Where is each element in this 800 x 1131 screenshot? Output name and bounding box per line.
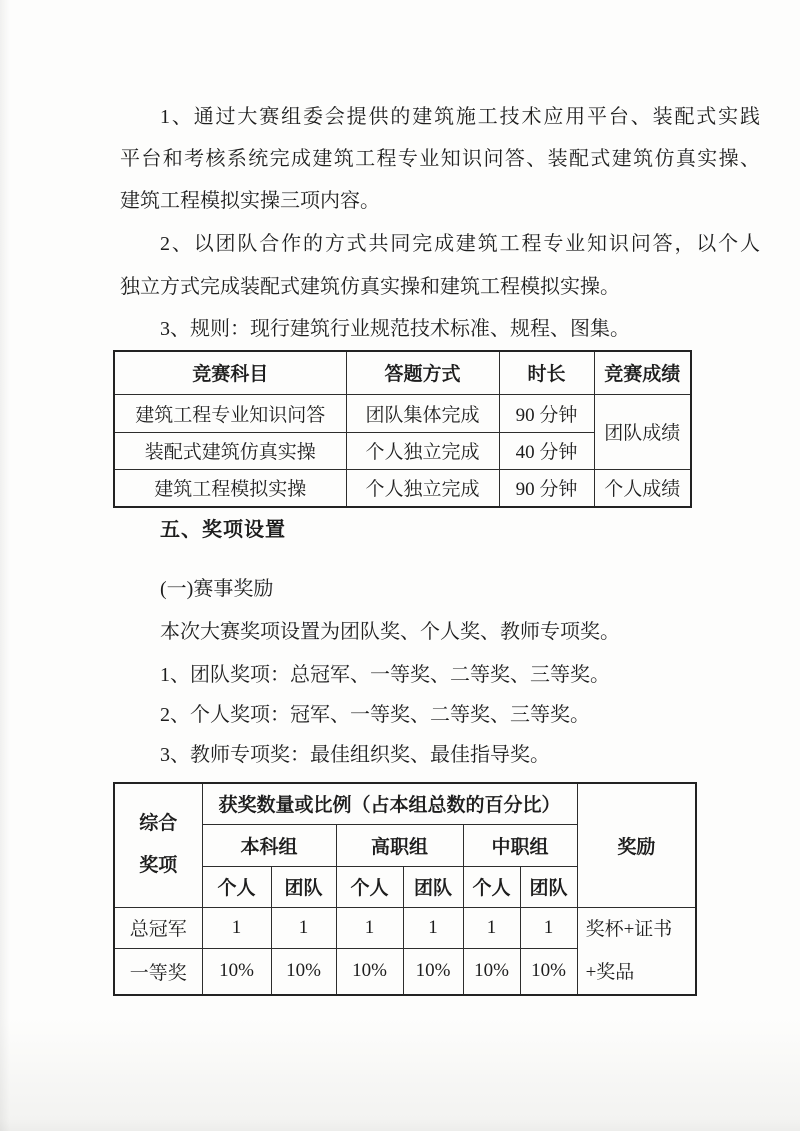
value-cell: 10% [463, 948, 520, 994]
section-subheading: (一)赛事奖励 [160, 578, 274, 600]
table-cell-mode: 个人独立完成 [346, 432, 499, 469]
value-cell: 1 [202, 907, 271, 948]
table-cell-result-individual: 个人成绩 [594, 469, 691, 507]
reward-header-cell: 奖励 [577, 783, 696, 907]
value-cell: 10% [403, 948, 463, 994]
paragraph-line: 2、以团队合作的方式共同完成建筑工程专业知识问答，以个人 [160, 233, 760, 255]
section-lead: 本次大赛奖项设置为团队奖、个人奖、教师专项奖。 [160, 621, 620, 643]
group-header-cell: 中职组 [463, 824, 577, 866]
table-header-cell: 答题方式 [346, 351, 499, 394]
quantity-header-cell: 获奖数量或比例（占本组总数的百分比） [202, 783, 577, 824]
award-item: 2、个人奖项：冠军、一等奖、二等奖、三等奖。 [160, 704, 590, 726]
paragraph-line: 建筑工程模拟实操三项内容。 [120, 190, 380, 212]
row-label-cell: 一等奖 [114, 948, 202, 994]
paragraph-line: 平台和考核系统完成建筑工程专业知识问答、装配式建筑仿真实操、 [120, 148, 760, 170]
table-cell-subject: 装配式建筑仿真实操 [114, 432, 346, 469]
paragraph-line: 独立方式完成装配式建筑仿真实操和建筑工程模拟实操。 [120, 276, 620, 298]
paragraph-line: 1、通过大赛组委会提供的建筑施工技术应用平台、装配式实践 [160, 106, 760, 128]
table-header-cell: 时长 [499, 351, 594, 394]
corner-line: 奖项 [139, 855, 178, 877]
sub-header-cell: 个人 [336, 866, 403, 907]
sub-header-cell: 个人 [463, 866, 520, 907]
table-cell-mode: 个人独立完成 [346, 469, 499, 507]
sub-header-cell: 团队 [520, 866, 577, 907]
sub-header-cell: 团队 [403, 866, 463, 907]
table-cell-subject: 建筑工程专业知识问答 [114, 394, 346, 432]
table-corner-header [114, 783, 202, 907]
table-cell-result-team: 团队成绩 [594, 394, 691, 469]
value-cell: 10% [336, 948, 403, 994]
table-cell-duration: 90 分钟 [499, 394, 594, 432]
reward-value-cell: 奖杯+证书+奖品 [577, 907, 696, 995]
awards-table [113, 782, 697, 996]
corner-line: 综合 [139, 813, 178, 835]
value-cell: 1 [463, 907, 520, 948]
table-cell-duration: 40 分钟 [499, 432, 594, 469]
value-cell: 1 [336, 907, 403, 948]
award-item: 3、教师专项奖：最佳组织奖、最佳指导奖。 [160, 744, 550, 766]
group-header-cell: 本科组 [202, 824, 336, 866]
sub-header-cell: 个人 [202, 866, 271, 907]
row-label-cell: 总冠军 [114, 907, 202, 948]
value-cell: 1 [403, 907, 463, 948]
award-item: 1、团队奖项：总冠军、一等奖、二等奖、三等奖。 [160, 664, 610, 686]
value-cell: 1 [520, 907, 577, 948]
group-header-cell: 高职组 [336, 824, 463, 866]
table-cell-duration: 90 分钟 [499, 469, 594, 507]
table-cell-mode: 团队集体完成 [346, 394, 499, 432]
table-cell-subject: 建筑工程模拟实操 [114, 469, 346, 507]
table-header-cell: 竞赛成绩 [594, 351, 691, 394]
value-cell: 10% [520, 948, 577, 994]
value-cell: 10% [202, 948, 271, 994]
schedule-table [113, 350, 692, 508]
value-cell: 1 [271, 907, 336, 948]
table-header-cell: 竞赛科目 [114, 351, 346, 394]
section-heading: 五、奖项设置 [160, 519, 286, 541]
value-cell: 10% [271, 948, 336, 994]
paragraph-line: 3、规则：现行建筑行业规范技术标准、规程、图集。 [160, 318, 630, 340]
sub-header-cell: 团队 [271, 866, 336, 907]
